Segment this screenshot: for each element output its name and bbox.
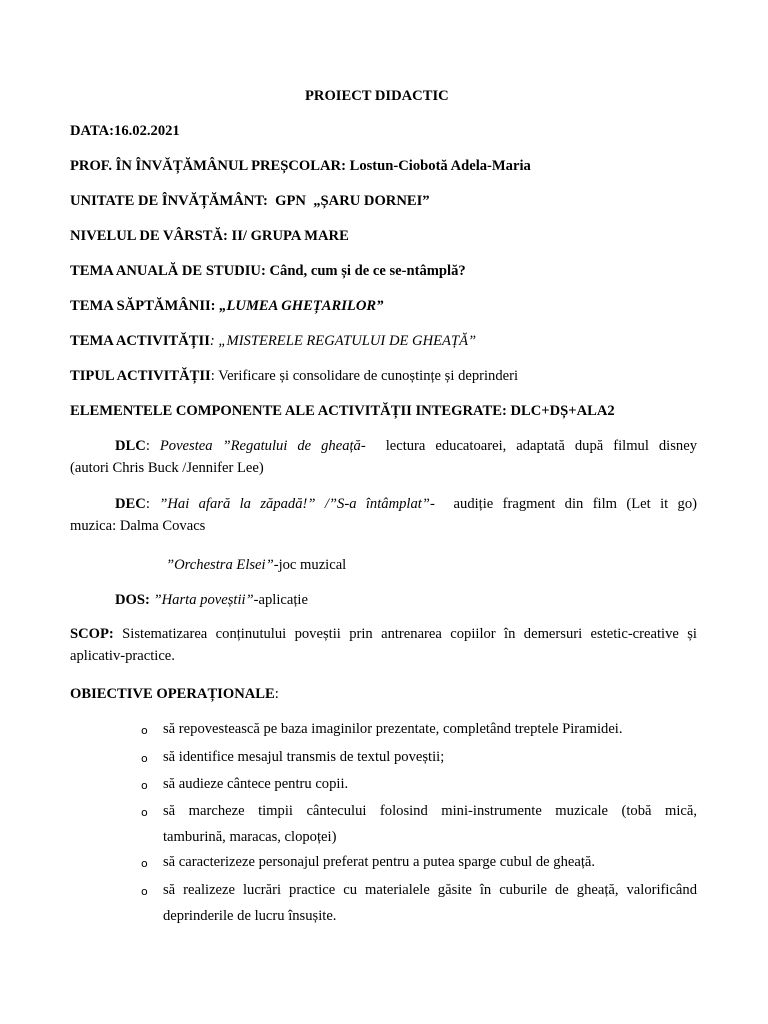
dec-label: DEC xyxy=(115,496,146,512)
objective-text: să identifice mesajul transmis de textul poveștii; xyxy=(163,749,445,765)
bullet-icon: o xyxy=(141,885,148,898)
activity-type-value: : Verificare și consolidare de cunoștințe și deprinderi xyxy=(210,368,519,384)
orchestra-description: -joc muzical xyxy=(273,557,347,573)
bullet-icon: o xyxy=(141,779,148,792)
dec-line-1: DEC: ”Hai afară la zăpadă!” /”S-a întâmplat”- audiție fragment din film (Let it go) xyxy=(115,496,698,512)
dos-line xyxy=(115,590,308,611)
teacher-name: Lostun-Ciobotă Adela-Maria xyxy=(345,158,531,174)
components-heading: ELEMENTELE COMPONENTE ALE ACTIVITĂȚII INTEGRATE: DLC+DȘ+ALA2 xyxy=(70,403,615,419)
document-title: PROIECT DIDACTIC xyxy=(305,88,449,104)
week-theme-line xyxy=(70,296,383,317)
annual-theme-label: TEMA ANUALĂ DE STUDIU: xyxy=(70,263,266,279)
annual-theme-value: Când, cum și de ce se-ntâmplă? xyxy=(265,263,466,279)
week-theme-label: TEMA SĂPTĂMÂNII: xyxy=(70,298,216,314)
dlc-label: DLC xyxy=(115,438,146,454)
activity-theme-value: : „MISTERELE REGATULUI DE GHEAȚĂ” xyxy=(209,333,477,349)
scope-text: Sistematizarea conținutului poveștii prin antrenarea copiilor în demersuri estetic-creative și xyxy=(113,626,697,642)
date-line xyxy=(70,121,180,142)
dos-title: ”Harta poveștii” xyxy=(149,592,254,608)
week-theme-value: „LUMEA GHEȚARILOR” xyxy=(215,298,384,314)
dec-description: - audiție fragment din film (Let it go) xyxy=(429,496,698,512)
dlc-story-title: Povestea ”Regatului de gheață- xyxy=(159,438,366,454)
activity-type-label: TIPUL ACTIVITĂȚII xyxy=(70,368,211,384)
dec-songs-title: ”Hai afară la zăpadă!” /”S-a întâmplat” xyxy=(159,496,430,512)
scope-label: SCOP: xyxy=(70,626,114,642)
activity-type-line xyxy=(70,366,518,387)
school-value: GPN „ȘARU DORNEI” xyxy=(267,193,430,209)
dlc-line-1: DLC: Povestea ”Regatului de gheață- lectura educatoarei, adaptată după filmul disney xyxy=(115,438,697,454)
dec-line-2: muzica: Dalma Covacs xyxy=(70,518,206,534)
orchestra-line xyxy=(166,555,346,576)
dos-description: -aplicație xyxy=(253,592,308,608)
school-label: UNITATE DE ÎNVĂȚĂMÂNT: xyxy=(70,193,268,209)
annual-theme-line xyxy=(70,261,466,282)
objectives-heading: OBIECTIVE OPERAȚIONALE: xyxy=(70,686,279,702)
objective-text: să caracterizeze personajul preferat pentru a putea sparge cubul de gheață. xyxy=(163,854,596,870)
dec-paragraph xyxy=(70,494,697,537)
date-label: DATA: xyxy=(70,123,115,139)
age-level-line xyxy=(70,226,349,247)
bullet-icon: o xyxy=(141,724,148,737)
orchestra-title: ”Orchestra Elsei” xyxy=(166,557,274,573)
activity-theme-label: TEMA ACTIVITĂȚII xyxy=(70,333,210,349)
dlc-paragraph xyxy=(70,436,697,479)
activity-theme-line xyxy=(70,331,476,352)
dlc-line-2: (autori Chris Buck /Jennifer Lee) xyxy=(70,460,264,476)
teacher-label: PROF. ÎN ÎNVĂȚĂMÂNUL PREȘCOLAR: xyxy=(70,158,346,174)
bullet-icon: o xyxy=(141,806,148,819)
scope-line-1 xyxy=(70,624,697,645)
age-level-label: NIVELUL DE VÂRSTĂ: xyxy=(70,228,228,244)
objective-text: să realizeze lucrări practice cu materialele găsite în cuburile de gheață, valorificând deprinderile de lucru însușite. xyxy=(163,882,697,924)
date-value: 16.02.2021 xyxy=(114,123,180,139)
objective-text: să marcheze timpii cântecului folosind mini-instrumente muzicale (tobă mică, tamburină, maracas, clopoței) xyxy=(163,803,697,845)
scope-paragraph xyxy=(70,624,697,667)
scope-line-2: aplicativ-practice. xyxy=(70,648,175,664)
school-line xyxy=(70,191,430,212)
age-level-value: II/ GRUPA MARE xyxy=(227,228,349,244)
dlc-description: lectura educatoarei, adaptată după filmul disney xyxy=(365,438,697,454)
teacher-line xyxy=(70,156,531,177)
objectives-label: OBIECTIVE OPERAȚIONALE xyxy=(70,686,275,702)
objective-text: să repovestească pe baza imaginilor prezentate, completând treptele Piramidei. xyxy=(163,721,623,737)
objective-text: să audieze cântece pentru copii. xyxy=(163,776,349,792)
dos-label: DOS: xyxy=(115,592,150,608)
bullet-icon: o xyxy=(141,752,148,765)
bullet-icon: o xyxy=(141,857,148,870)
